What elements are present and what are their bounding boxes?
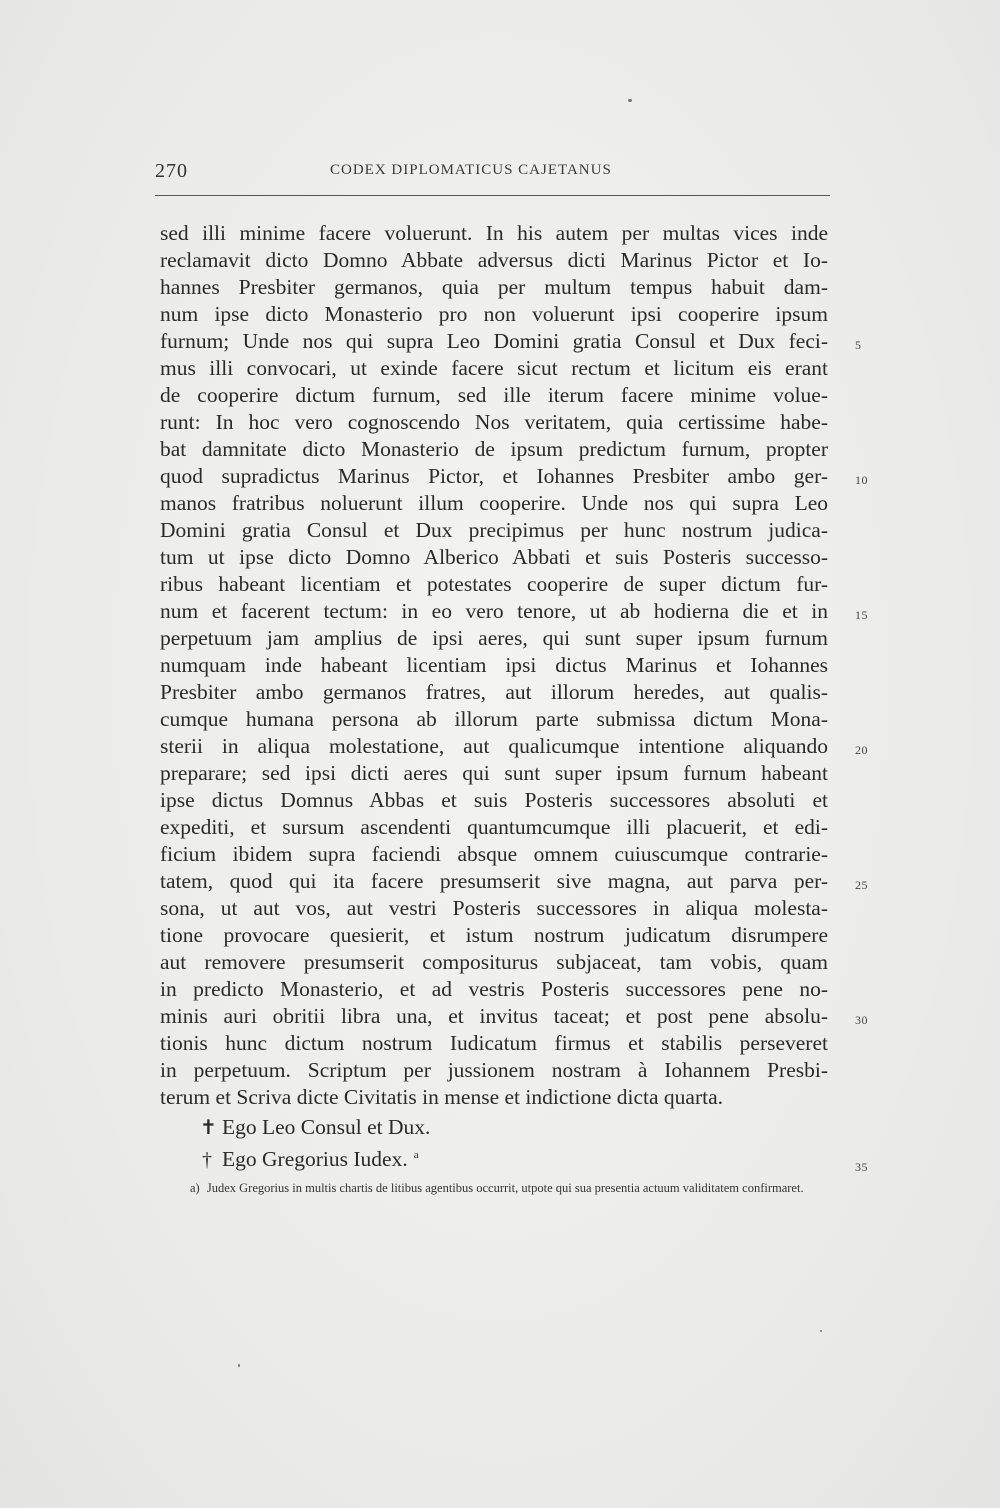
line-number: 35 (855, 1160, 868, 1174)
text-line-content: expediti, et sursum ascendenti quantumcumque illi placuerit, et edi- (160, 815, 828, 839)
footnote (160, 1180, 828, 1197)
cross-icon: † (202, 1149, 212, 1172)
text-line (160, 976, 828, 1003)
line-number: 20 (855, 743, 868, 757)
text-line-content: in perpetuum. Scriptum per jussionem nostram à Iohannem Presbi- (160, 1058, 828, 1082)
text-line-content: tione provocare quesierit, et istum nostrum judicatum disrumpere (160, 923, 828, 947)
text-line (160, 814, 828, 841)
text-line (160, 382, 828, 409)
text-line-content: ipse dictus Domnus Abbas et suis Posteris successores absoluti et (160, 788, 828, 812)
line-number: 10 (855, 473, 868, 487)
text-line (160, 328, 862, 355)
text-line (160, 463, 868, 490)
text-line-content: numquam inde habeant licentiam ipsi dictus Marinus et Iohannes (160, 653, 828, 677)
text-line (160, 544, 828, 571)
text-line-content: num et facerent tectum: in eo vero tenore, ut ab hodierna die et in (160, 599, 828, 623)
text-line (160, 220, 828, 247)
text-line (160, 895, 828, 922)
text-line (160, 841, 828, 868)
signature-text: Ego Leo Consul et Dux. (222, 1115, 431, 1139)
text-line-content: ficium ibidem supra faciendi absque omnem cuiuscumque contrarie- (160, 842, 828, 866)
text-line (160, 1084, 828, 1111)
cross-icon: ✝ (200, 1117, 217, 1139)
text-line-content: quod supradictus Marinus Pictor, et Iohannes Presbiter ambo ger- (160, 464, 828, 488)
text-line-content: tum ut ipse dicto Domno Alberico Abbati et suis Posteris successo- (160, 545, 828, 569)
text-line-content: cumque humana persona ab illorum parte submissa dictum Mona- (160, 707, 828, 731)
line-number: 30 (855, 1013, 868, 1027)
text-line-content: Presbiter ambo germanos fratres, aut illorum heredes, aut qualis- (160, 680, 828, 704)
text-line-content: runt: In hoc vero cognoscendo Nos veritatem, quia certissime habe- (160, 410, 828, 434)
text-line-content: furnum; Unde nos qui supra Leo Domini gratia Consul et Dux feci- (160, 329, 828, 353)
text-line-content: in predicto Monasterio, et ad vestris Posteris successores pene no- (160, 977, 828, 1001)
text-line-content: num ipse dicto Monasterio pro non voluerunt ipsi cooperire ipsum (160, 302, 828, 326)
text-line-content: perpetuum jam amplius de ipsi aeres, qui sunt super ipsum furnum (160, 626, 828, 650)
text-line-content: preparare; sed ipsi dicti aeres qui sunt super ipsum furnum habeant (160, 761, 828, 785)
text-line (160, 490, 828, 517)
text-line (160, 1030, 828, 1057)
text-line (160, 652, 828, 679)
text-line (160, 706, 828, 733)
paper-speck (628, 99, 632, 102)
footnote-text: Judex Gregorius in multis chartis de litibus agentibus occurrit, utpote qui sua presentia actuum validitatem confirmaret. (206, 1181, 804, 1195)
footnote-mark: a) (190, 1181, 200, 1195)
text-line (160, 922, 828, 949)
text-line-content: manos fratribus noluerunt illum cooperire. Unde nos qui supra Leo (160, 491, 828, 515)
text-line (160, 274, 828, 301)
text-line-content: sed illi minime facere voluerunt. In his autem per multas vices inde (160, 221, 828, 245)
text-line-content: terum et Scriva dicte Civitatis in mense et indictione dicta quarta. (160, 1085, 724, 1109)
text-line (160, 949, 828, 976)
text-line (160, 787, 828, 814)
signature-line (160, 1113, 828, 1141)
signature-text: Ego Gregorius Iudex. (222, 1147, 408, 1172)
text-line-content: bat damnitate dicto Monasterio de ipsum predictum furnum, propter (160, 437, 828, 461)
text-line (160, 733, 868, 760)
line-number: 15 (855, 608, 868, 622)
text-line (160, 679, 828, 706)
text-line-content: tionis hunc dictum nostrum Iudicatum firmus et stabilis perseveret (160, 1031, 828, 1055)
text-line (160, 760, 828, 787)
footnote-reference: a (413, 1149, 419, 1161)
page-number: 270 (155, 160, 188, 182)
text-line (160, 625, 828, 652)
line-number: 5 (855, 338, 862, 352)
header-rule (155, 195, 830, 196)
text-line-content: aut removere presumserit compositurus subjaceat, tam vobis, quam (160, 950, 828, 974)
text-line-content: de cooperire dictum furnum, sed ille iterum facere minime volue- (160, 383, 828, 407)
page-header (155, 160, 830, 188)
text-line-content: tatem, quod qui ita facere presumserit sive magna, aut parva per- (160, 869, 828, 893)
text-line (160, 598, 868, 625)
text-line (160, 247, 828, 274)
text-line-content: sterii in aliqua molestatione, aut qualicumque intentione aliquando (160, 734, 828, 758)
text-line-content: Domini gratia Consul et Dux precipimus per hunc nostrum judica- (160, 518, 828, 542)
text-line-content: hannes Presbiter germanos, quia per multum tempus habuit dam- (160, 275, 828, 299)
text-line (160, 436, 828, 463)
text-line (160, 301, 828, 328)
line-number: 25 (855, 878, 868, 892)
text-line-content: reclamavit dicto Domno Abbate adversus dicti Marinus Pictor et Io- (160, 248, 828, 272)
text-line-content: minis auri obritii libra una, et invitus taceat; et post pene absolu- (160, 1004, 828, 1028)
text-line (160, 355, 828, 382)
paper-speck (238, 1364, 240, 1367)
paper-speck (820, 1330, 822, 1332)
text-line (160, 868, 868, 895)
text-line (160, 517, 828, 544)
text-line (160, 1057, 828, 1084)
text-line (160, 571, 828, 598)
text-line (160, 409, 828, 436)
text-line (160, 1003, 868, 1030)
text-line-content: sona, ut aut vos, aut vestri Posteris successores in aliqua molesta- (160, 896, 828, 920)
text-line-content: ribus habeant licentiam et potestates cooperire de super dictum fur- (160, 572, 828, 596)
document-body (160, 220, 868, 1174)
text-line-content: mus illi convocari, ut exinde facere sicut rectum et licitum eis erant (160, 356, 828, 380)
signature-line (160, 1141, 868, 1174)
running-title: CODEX DIPLOMATICUS CAJETANUS (330, 162, 612, 178)
